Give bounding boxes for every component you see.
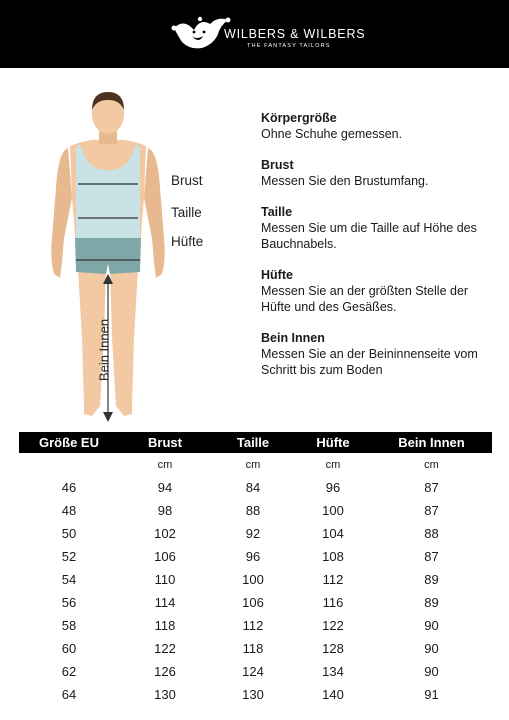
table-cell: 110	[154, 572, 176, 587]
table-cell: 90	[424, 664, 439, 679]
table-cell: 96	[325, 480, 341, 495]
instruction-title: Taille	[261, 205, 293, 219]
table-row	[19, 568, 492, 591]
table-cell: 60	[61, 641, 77, 656]
instruction-title: Bein Innen	[261, 331, 325, 345]
table-cell: 87	[424, 503, 439, 518]
table-cell: 91	[424, 687, 439, 702]
table-row	[19, 476, 492, 499]
unit-cell: cm	[424, 458, 439, 471]
header-size-eu: Größe EU	[39, 435, 99, 450]
table-cell: 87	[424, 480, 439, 495]
instruction-title: Hüfte	[261, 268, 293, 282]
table-cell: 52	[61, 549, 77, 564]
instruction-waist	[261, 204, 501, 252]
table-cell: 112	[242, 618, 264, 633]
table-cell: 89	[424, 572, 439, 587]
instruction-title: Körpergröße	[261, 111, 337, 125]
table-cell: 96	[245, 549, 261, 564]
instruction-text: Messen Sie um die Taille auf Höhe des Bauchnabels.	[261, 221, 477, 251]
instruction-height	[261, 110, 501, 142]
table-cell: 108	[322, 549, 344, 564]
instruction-hip	[261, 267, 501, 315]
table-cell: 100	[242, 572, 264, 587]
table-cell: 50	[61, 526, 77, 541]
table-cell: 140	[322, 687, 344, 702]
instruction-text: Messen Sie den Brustumfang.	[261, 174, 429, 188]
table-cell: 46	[61, 480, 77, 495]
table-cell: 128	[322, 641, 344, 656]
table-cell: 122	[154, 641, 176, 656]
table-cell: 90	[424, 641, 439, 656]
table-cell: 102	[154, 526, 176, 541]
table-cell: 126	[154, 664, 176, 679]
table-row	[19, 522, 492, 545]
table-row	[19, 660, 492, 683]
instruction-text: Messen Sie an der größten Stelle der Hüfte und des Gesäßes.	[261, 284, 469, 314]
table-cell: 58	[61, 618, 77, 633]
table-cell: 134	[322, 664, 344, 679]
brand-tagline: THE FANTASY TAILORS	[247, 43, 331, 49]
header-inseam: Bein Innen	[398, 435, 465, 450]
instruction-text: Ohne Schuhe gemessen.	[261, 127, 403, 141]
table-cell: 84	[245, 480, 261, 495]
table-cell: 90	[424, 618, 439, 633]
table-cell: 88	[245, 503, 261, 518]
unit-cell: cm	[157, 458, 173, 471]
table-cell: 94	[157, 480, 173, 495]
table-cell: 106	[242, 595, 264, 610]
table-cell: 124	[242, 664, 264, 679]
header-hip: Hüfte	[316, 435, 350, 450]
table-row	[19, 545, 492, 568]
table-row	[19, 499, 492, 522]
chest-label: Brust	[171, 173, 203, 188]
table-cell: 130	[242, 687, 264, 702]
header-chest: Brust	[148, 435, 182, 450]
table-cell: 92	[245, 526, 261, 541]
brand-header	[0, 0, 509, 68]
measurement-instructions	[261, 110, 501, 393]
table-row	[19, 637, 492, 660]
unit-cell: cm	[245, 458, 261, 471]
table-cell: 118	[242, 641, 264, 656]
table-cell: 87	[424, 549, 439, 564]
table-cell: 130	[154, 687, 176, 702]
table-cell: 98	[157, 503, 173, 518]
size-table-header	[19, 432, 492, 453]
units-row	[19, 453, 492, 476]
table-cell: 122	[322, 618, 344, 633]
table-cell: 56	[61, 595, 77, 610]
table-cell: 62	[61, 664, 77, 679]
instruction-title: Brust	[261, 158, 294, 172]
table-cell: 100	[322, 503, 344, 518]
jester-hat-logo-icon	[170, 14, 232, 54]
waist-label: Taille	[171, 205, 202, 220]
table-cell: 89	[424, 595, 439, 610]
table-cell: 118	[154, 618, 176, 633]
table-cell: 54	[61, 572, 77, 587]
table-cell: 64	[61, 687, 77, 702]
table-row	[19, 591, 492, 614]
table-cell: 114	[154, 595, 176, 610]
table-cell: 106	[154, 549, 176, 564]
inseam-label: Bein Innen	[96, 318, 112, 382]
table-cell: 88	[424, 526, 439, 541]
header-waist: Taille	[236, 435, 270, 450]
brand-name: WILBERS & WILBERS	[224, 27, 366, 41]
table-row	[19, 614, 492, 637]
table-cell: 48	[61, 503, 77, 518]
instruction-text: Messen Sie an der Beininnenseite vom Schritt bis zum Boden	[261, 347, 478, 377]
table-cell: 104	[322, 526, 344, 541]
instruction-chest	[261, 157, 501, 189]
instruction-inseam	[261, 330, 501, 378]
table-row	[19, 683, 492, 706]
table-cell: 116	[322, 595, 344, 610]
hip-label: Hüfte	[171, 234, 204, 249]
unit-cell: cm	[325, 458, 341, 471]
table-cell: 112	[322, 572, 344, 587]
size-table	[19, 432, 492, 706]
